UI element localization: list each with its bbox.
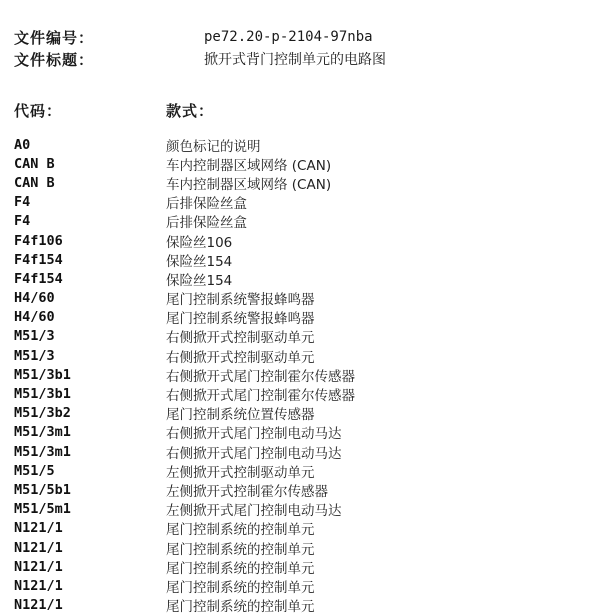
file-title-label: 文件标题： — [14, 50, 95, 69]
component-code: F4f154 — [14, 251, 63, 268]
component-code: M51/3 — [14, 328, 55, 345]
component-description: 右侧掀开式尾门控制霍尔传感器 — [166, 368, 355, 385]
component-code: H4/60 — [14, 290, 55, 307]
list-item — [14, 231, 355, 250]
component-description: 尾门控制系统的控制单元 — [166, 560, 315, 577]
list-item — [14, 289, 355, 308]
component-code: F4f154 — [14, 270, 63, 287]
list-item — [14, 596, 355, 615]
list-item — [14, 480, 355, 499]
file-number-value: pe72.20-p-2104-97nba — [204, 29, 373, 45]
list-item — [14, 365, 355, 384]
component-code: N121/1 — [14, 520, 63, 537]
component-description: 右侧掀开式尾门控制电动马达 — [166, 445, 342, 462]
list-item — [14, 269, 355, 288]
component-description: 车内控制器区域网络 (CAN) — [166, 157, 332, 174]
list-item — [14, 346, 355, 365]
list-item — [14, 576, 355, 595]
component-code: M51/5 — [14, 462, 55, 479]
component-description: 尾门控制系统警报蜂鸣器 — [166, 292, 315, 309]
list-item — [14, 327, 355, 346]
component-description: 右侧掀开式控制驱动单元 — [166, 349, 315, 366]
file-number-label: 文件编号： — [14, 28, 95, 47]
list-item — [14, 423, 355, 442]
list-item — [14, 193, 355, 212]
file-title-row — [14, 48, 386, 70]
component-code: F4 — [14, 213, 31, 230]
component-code: M51/3m1 — [14, 424, 71, 441]
component-code: M51/5m1 — [14, 501, 71, 518]
list-item — [14, 557, 355, 576]
list-item — [14, 538, 355, 557]
component-description: 后排保险丝盒 — [166, 196, 247, 213]
list-item — [14, 500, 355, 519]
component-description: 尾门控制系统的控制单元 — [166, 599, 315, 615]
component-code: CAN B — [14, 174, 55, 191]
list-item — [14, 519, 355, 538]
list-item — [14, 135, 355, 154]
component-code: M51/3b1 — [14, 386, 71, 403]
list-item — [14, 442, 355, 461]
component-code: CAN B — [14, 155, 55, 172]
list-item — [14, 404, 355, 423]
component-description: 右侧掀开式尾门控制电动马达 — [166, 426, 342, 443]
component-code: N121/1 — [14, 597, 63, 614]
component-description: 尾门控制系统的控制单元 — [166, 522, 315, 539]
component-code: H4/60 — [14, 309, 55, 326]
component-code: N121/1 — [14, 577, 63, 594]
list-item — [14, 173, 355, 192]
component-description: 尾门控制系统位置传感器 — [166, 407, 315, 424]
component-description: 车内控制器区域网络 (CAN) — [166, 176, 332, 193]
list-item — [14, 154, 355, 173]
component-code: M51/3m1 — [14, 443, 71, 460]
component-description: 尾门控制系统的控制单元 — [166, 541, 315, 558]
component-description: 尾门控制系统警报蜂鸣器 — [166, 311, 315, 328]
component-code: M51/3b1 — [14, 366, 71, 383]
component-description: 保险丝154 — [166, 253, 233, 270]
component-code: M51/3 — [14, 347, 55, 364]
component-code: M51/3b2 — [14, 405, 71, 422]
component-description: 左侧掀开式尾门控制电动马达 — [166, 503, 342, 520]
component-description: 左侧掀开式控制霍尔传感器 — [166, 483, 328, 500]
component-code: N121/1 — [14, 558, 63, 575]
list-item — [14, 461, 355, 480]
component-description: 右侧掀开式尾门控制霍尔传感器 — [166, 388, 355, 405]
column-headers — [14, 98, 214, 122]
component-description: 颜色标记的说明 — [166, 138, 261, 155]
component-code: N121/1 — [14, 539, 63, 556]
component-description: 右侧掀开式控制驱动单元 — [166, 330, 315, 347]
component-code: A0 — [14, 136, 31, 153]
component-list — [14, 135, 355, 615]
code-column-header: 代码： — [14, 101, 63, 120]
component-description: 保险丝154 — [166, 272, 233, 289]
document-meta — [14, 26, 386, 70]
component-code: M51/5b1 — [14, 481, 71, 498]
list-item — [14, 308, 355, 327]
file-title-value: 掀开式背门控制单元的电路图 — [204, 52, 386, 68]
component-description: 尾门控制系统的控制单元 — [166, 579, 315, 596]
component-code: F4 — [14, 194, 31, 211]
list-item — [14, 212, 355, 231]
component-code: F4f106 — [14, 232, 63, 249]
model-column-header: 款式： — [166, 101, 215, 120]
file-number-row — [14, 26, 386, 48]
list-item — [14, 250, 355, 269]
list-item — [14, 384, 355, 403]
component-description: 后排保险丝盒 — [166, 215, 247, 232]
component-description: 保险丝106 — [166, 234, 233, 251]
component-description: 左侧掀开式控制驱动单元 — [166, 464, 315, 481]
